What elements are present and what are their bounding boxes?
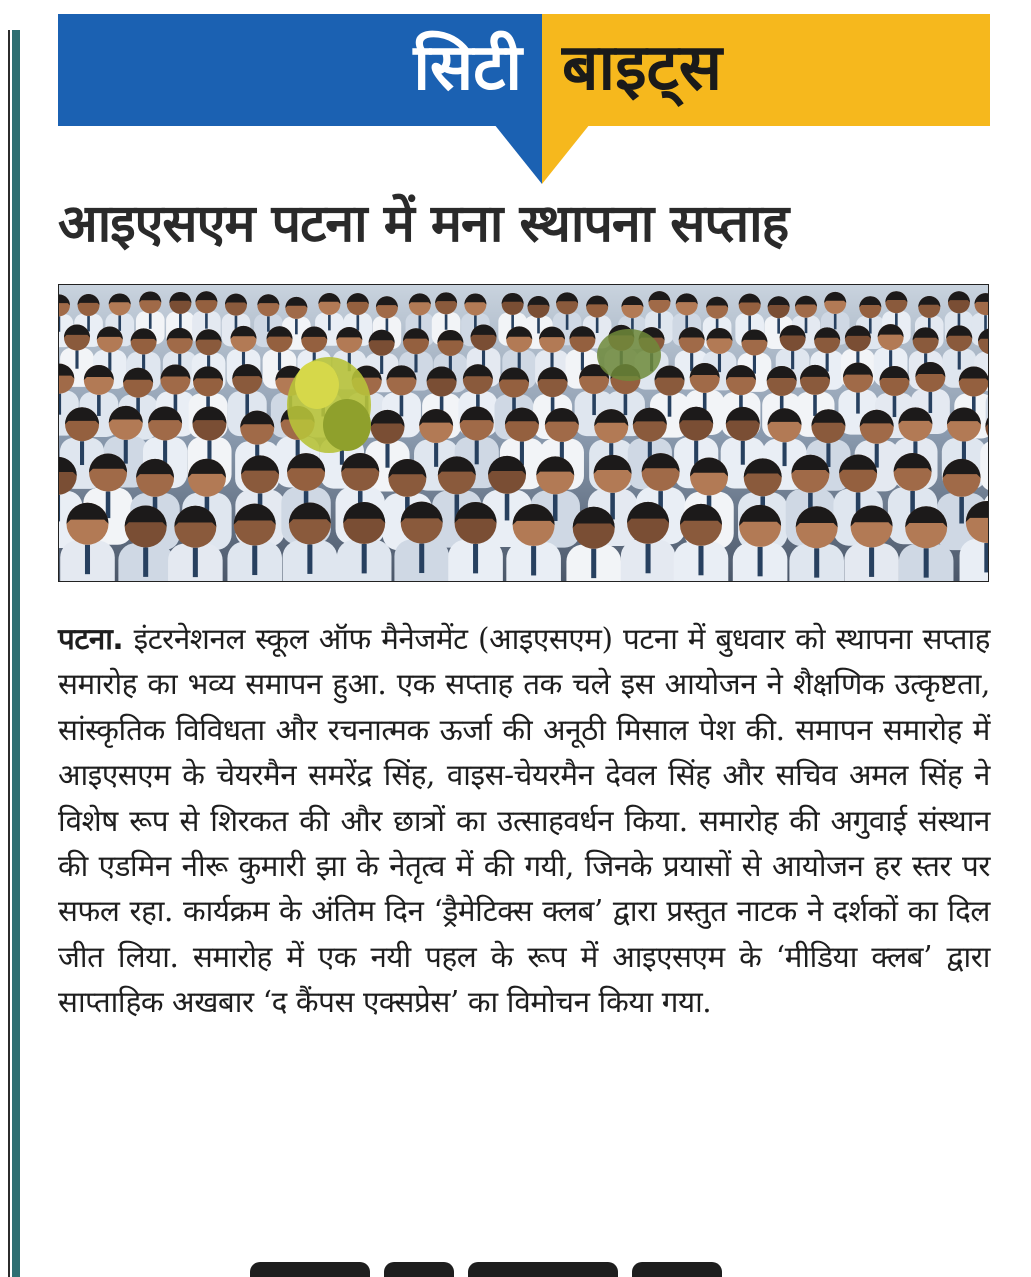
student-tie bbox=[505, 494, 510, 521]
student-tie bbox=[889, 350, 892, 368]
student-tie bbox=[924, 548, 929, 577]
student-tie bbox=[875, 444, 879, 468]
student-tie bbox=[984, 315, 987, 330]
student-tie bbox=[419, 544, 424, 573]
student-tie bbox=[566, 314, 569, 329]
student-tie bbox=[143, 547, 148, 576]
student-tie bbox=[553, 494, 558, 521]
student-tie bbox=[59, 316, 60, 331]
student-tie bbox=[748, 316, 751, 331]
student-tie bbox=[592, 394, 596, 415]
student-tie bbox=[698, 546, 703, 575]
page-margin-bar bbox=[0, 30, 26, 1277]
margin-rule bbox=[8, 30, 10, 1277]
student-tie bbox=[400, 395, 404, 416]
section-banner bbox=[58, 14, 990, 126]
student-tie bbox=[624, 394, 628, 415]
student-tie bbox=[958, 351, 961, 369]
student-tie bbox=[149, 313, 152, 328]
student-tie bbox=[518, 352, 521, 370]
student-tie bbox=[106, 492, 111, 519]
student-tie bbox=[826, 353, 829, 371]
banner-pointer-right bbox=[542, 124, 590, 184]
student-tie bbox=[245, 394, 249, 415]
student-tie bbox=[295, 319, 298, 334]
student-tie bbox=[531, 546, 536, 575]
student-tie bbox=[362, 544, 367, 573]
student-tie bbox=[741, 441, 745, 465]
student-tie bbox=[694, 441, 698, 465]
student-tie bbox=[856, 393, 860, 414]
student-tie bbox=[959, 497, 964, 524]
plant-left bbox=[287, 357, 371, 453]
banner-left-word: सिटी bbox=[413, 31, 522, 105]
student-tie bbox=[929, 392, 933, 413]
student-tie bbox=[59, 394, 61, 415]
student-tie bbox=[414, 354, 417, 372]
student-tie bbox=[419, 315, 422, 330]
student-tie bbox=[434, 443, 438, 467]
student-tie bbox=[108, 352, 111, 370]
student-tie bbox=[805, 318, 808, 333]
student-tie bbox=[205, 313, 208, 328]
student-tie bbox=[668, 396, 672, 417]
student-tie bbox=[85, 545, 90, 574]
student-tie bbox=[814, 548, 819, 577]
student-tie bbox=[783, 442, 787, 466]
student-tie bbox=[591, 549, 596, 578]
student-tie bbox=[380, 356, 383, 374]
student-tie bbox=[328, 315, 331, 330]
student-tie bbox=[777, 318, 780, 333]
student-tie bbox=[869, 318, 872, 333]
student-tie bbox=[356, 315, 359, 330]
student-tie bbox=[75, 351, 78, 369]
student-tie bbox=[658, 313, 661, 328]
student-tie bbox=[758, 547, 763, 576]
student-tie bbox=[869, 548, 874, 577]
student-tie bbox=[690, 353, 693, 371]
article-dateline: पटना. bbox=[58, 622, 124, 656]
student-tie bbox=[826, 443, 830, 467]
student-tie bbox=[385, 444, 389, 468]
student-tie bbox=[179, 314, 182, 329]
student-tie bbox=[475, 441, 479, 465]
student-tie bbox=[537, 318, 540, 333]
article-headline: आइएसएम पटना में मना स्थापना सप्ताह bbox=[58, 194, 789, 254]
students-crowd-photo bbox=[58, 284, 989, 582]
student-tie bbox=[984, 543, 989, 572]
student-tie bbox=[278, 352, 281, 370]
student-tie bbox=[445, 314, 448, 329]
article-body bbox=[58, 617, 990, 1026]
student-tie bbox=[252, 546, 257, 575]
student-tie bbox=[834, 314, 837, 329]
student-tie bbox=[893, 396, 897, 417]
student-tie bbox=[307, 545, 312, 574]
student-tie bbox=[581, 352, 584, 370]
student-tie bbox=[163, 440, 167, 464]
banner-pointer-left bbox=[494, 124, 542, 184]
next-headline-cutoff bbox=[250, 1262, 770, 1277]
student-tie bbox=[610, 493, 615, 520]
student-tie bbox=[718, 354, 721, 372]
student-tie bbox=[813, 395, 817, 416]
student-tie bbox=[596, 318, 599, 333]
student-tie bbox=[193, 548, 198, 577]
student-tie bbox=[87, 316, 90, 331]
student-tie bbox=[646, 544, 651, 573]
student-tie bbox=[473, 544, 478, 573]
article-text: इंटरनेशनल स्कूल ऑफ मैनेजमेंट (आइएसएम) पटना में बुधवार को स्थापना सप्ताह समारोह का भव्य समापन हुआ. एक सप्ताह तक चले इस आयोजन ने शैक्षणिक उत्कृष्टता, सांस्कृतिक विविधता और रचनात्मक ऊर्जा की अनूठी मिसाल पेश की. समापन समारोह में आइएसएम के चेयरमैन समरेंद्र सिंह, वाइस-चेयरमैन देवल सिंह और सचिव अमल सिंह ने विशेष रूप से शिरकत की और छात्रों का उत्साहवर्धन किया. समारोह की अगुवाई संस्थान की एडमिन नीरू कुमारी झा के नेतृत्व में की गयी, जिनके प्रयासों से आयोजन हर स्तर पर सफल रहा. कार्यक्रम के अंतिम दिन ‘ड्रैमेटिक्स क्लब’ द्वारा प्रस्तुत नाटक ने दर्शकों का दिल जीत लिया. समारोह में एक नयी पहल के रूप में आइएसएम के ‘मीडिया क्लब’ द्वारा साप्ताहिक अखबार ‘द कैंपस एक्सप्रेस’ का विमोचन किया गया. bbox=[58, 622, 990, 1020]
student-tie bbox=[59, 495, 60, 522]
student-tie bbox=[267, 316, 270, 331]
student-tie bbox=[80, 441, 84, 465]
student-tie bbox=[753, 355, 756, 373]
student-tie bbox=[118, 315, 121, 330]
plant-right bbox=[597, 329, 661, 381]
student-tie bbox=[124, 440, 128, 464]
student-tie bbox=[791, 351, 794, 369]
student-tie bbox=[97, 395, 101, 416]
margin-teal-strip bbox=[12, 30, 20, 1277]
banner-right-word: बाइट्स bbox=[562, 31, 723, 105]
